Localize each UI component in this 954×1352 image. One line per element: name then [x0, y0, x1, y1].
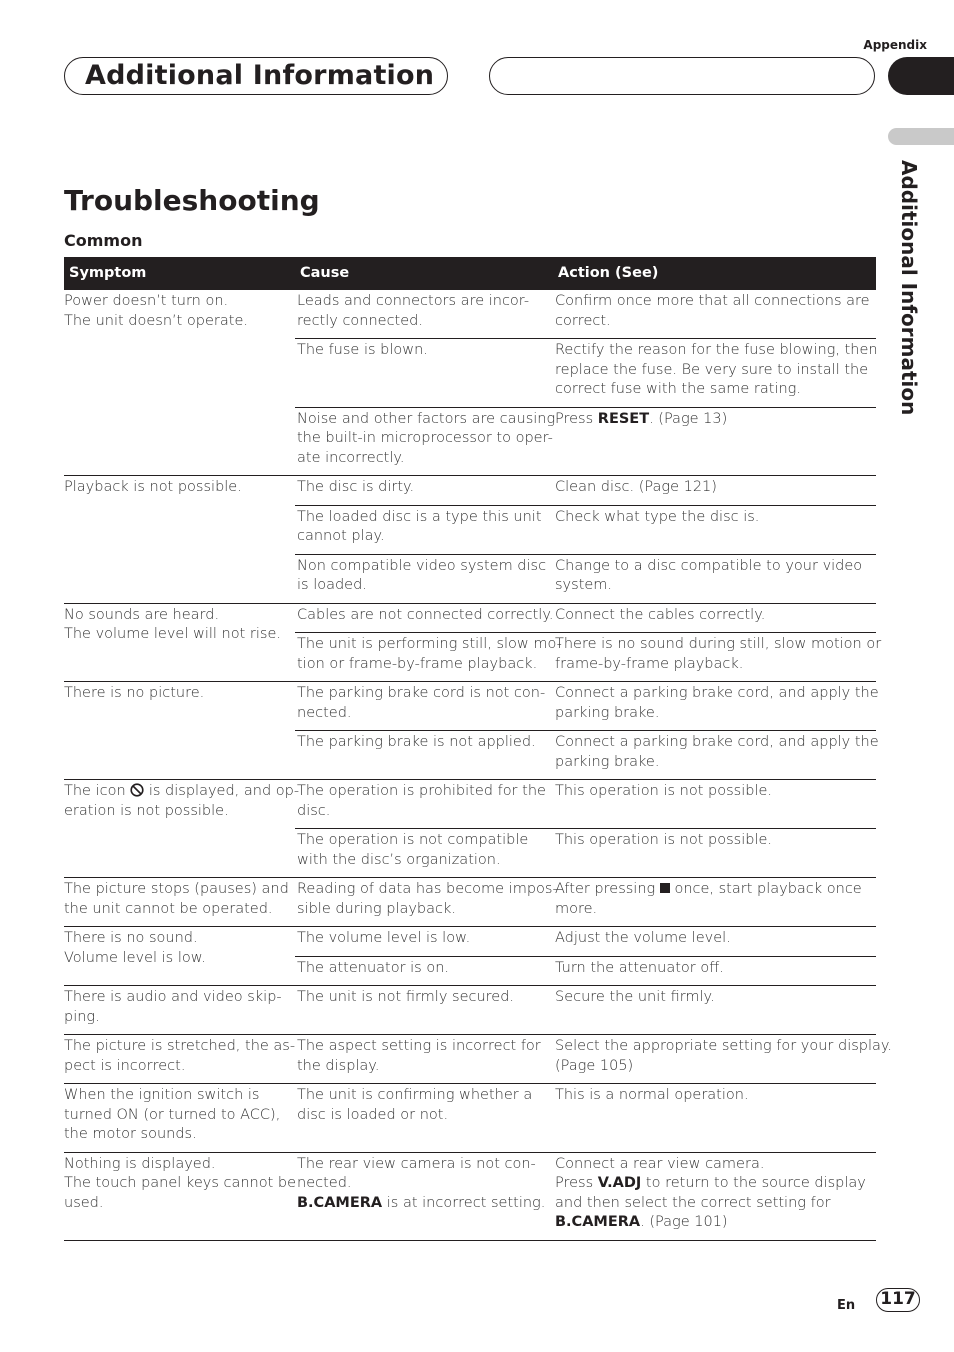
- prohibited-icon: [130, 783, 144, 797]
- cell-line: The unit doesn’t operate.: [64, 312, 248, 329]
- cell-line: the display.: [297, 1057, 380, 1074]
- cell-line: Connect a parking brake cord, and apply the: [555, 734, 879, 750]
- cell-line: The attenuator is on.: [297, 959, 450, 976]
- cause-cell: [295, 290, 553, 339]
- cell-line: [555, 1213, 870, 1233]
- cell-line: Playback is not possible.: [64, 479, 242, 495]
- cell-line: The picture is stretched, the as-: [64, 1038, 296, 1054]
- action-cell: [553, 956, 876, 986]
- page-title: Troubleshooting: [64, 184, 320, 217]
- cell-line: [555, 1174, 870, 1194]
- cause-cell: [295, 682, 553, 731]
- action-cell: [553, 505, 876, 554]
- action-text: Press: [555, 410, 598, 427]
- troubleshooting-table: [64, 257, 893, 1241]
- action-cell: [553, 878, 876, 927]
- cause-cell: [295, 407, 556, 476]
- cell-line: eration is not possible.: [64, 802, 229, 819]
- action-cell: [553, 554, 876, 603]
- cell-line: Turn the attenuator off.: [555, 959, 724, 976]
- cell-line: Change to a disc compatible to your video: [555, 557, 863, 574]
- symptom-cell: [64, 1035, 295, 1084]
- cause-cell: [295, 1084, 553, 1153]
- cell-line: Cables are not connected correctly.: [297, 606, 554, 623]
- symptom-cell: [64, 1152, 295, 1240]
- action-text: to return to the source display: [641, 1175, 866, 1191]
- cell-line: Secure the unit firmly.: [555, 989, 715, 1005]
- appendix-tab-marker: [888, 57, 954, 95]
- header-symptom: Symptom: [64, 257, 295, 290]
- cause-cell: [295, 829, 553, 878]
- table-row: [64, 476, 876, 506]
- symptom-cell: [64, 603, 295, 682]
- stop-icon: [660, 883, 670, 893]
- symptom-cell: [64, 927, 295, 986]
- cell-line: (Page 105): [555, 1057, 634, 1074]
- cell-line: Leads and connectors are incor-: [297, 293, 530, 309]
- cell-line: There is audio and video skip-: [64, 989, 282, 1005]
- cell-line: Non compatible video system disc: [297, 557, 547, 574]
- section-title: Additional Information: [85, 60, 435, 91]
- cell-line: tion or frame-by-frame playback.: [297, 655, 538, 672]
- cell-line: correct.: [555, 312, 611, 329]
- cell-line: Power doesn’t turn on.: [64, 293, 229, 309]
- cell-line: frame-by-frame playback.: [555, 655, 744, 672]
- cause-cell: [295, 339, 553, 408]
- symptom-cell: [64, 682, 295, 780]
- cell-line: Confirm once more that all connections are: [555, 293, 870, 309]
- cell-line: There is no picture.: [64, 685, 205, 701]
- cell-line: the built-in microprocessor to oper-: [297, 430, 553, 446]
- symptom-cell: [64, 1084, 295, 1153]
- cause-cell: [295, 878, 558, 927]
- action-text: After pressing: [555, 881, 660, 897]
- action-text: . (Page 13): [649, 410, 728, 427]
- section-tab-marker: [888, 128, 954, 145]
- page-number: 117: [876, 1288, 920, 1312]
- cell-line: disc is loaded or not.: [297, 1106, 449, 1123]
- cell-line: This operation is not possible.: [555, 832, 772, 848]
- action-cell: [553, 1084, 876, 1153]
- cell-line: ping.: [64, 1008, 100, 1025]
- cause-cell: [295, 780, 553, 829]
- cell-line: correct fuse with the same rating.: [555, 381, 801, 397]
- action-cell: [553, 829, 876, 878]
- cell-line: disc.: [297, 802, 331, 819]
- cell-line: is loaded.: [297, 577, 367, 593]
- cell-line: The volume level will not rise.: [64, 626, 281, 642]
- cause-cell: [295, 603, 553, 633]
- symptom-cell: [64, 986, 295, 1035]
- cell-line: The disc is dirty.: [297, 479, 415, 495]
- cell-line: No sounds are heard.: [64, 606, 220, 623]
- language-label: En: [837, 1298, 856, 1313]
- cell-line: with the disc’s organization.: [297, 851, 501, 868]
- cell-line: cannot play.: [297, 528, 385, 544]
- cause-cell: [295, 505, 553, 554]
- cell-line: The unit is not firmly secured.: [297, 989, 515, 1005]
- table-row: [64, 986, 876, 1035]
- cell-line: Adjust the volume level.: [555, 930, 731, 946]
- cell-line: Select the appropriate setting for your display.: [555, 1038, 893, 1054]
- cell-line: The volume level is low.: [297, 930, 471, 946]
- table-row: [64, 1035, 876, 1084]
- symptom-cell: [64, 476, 295, 604]
- cell-line: sible during playback.: [297, 900, 456, 917]
- cell-line: Check what type the disc is.: [555, 508, 760, 525]
- action-cell: [553, 682, 879, 731]
- cell-line: more.: [555, 900, 598, 917]
- symptom-cell: [64, 780, 300, 878]
- cause-cell: [295, 1152, 553, 1240]
- cell-line: Connect a rear view camera.: [555, 1155, 765, 1172]
- cause-text: is at incorrect setting.: [382, 1194, 546, 1211]
- cell-line: replace the fuse. Be very sure to install the: [555, 361, 869, 378]
- cell-line: nected.: [297, 1175, 352, 1191]
- action-cell: [553, 731, 879, 780]
- cell-line: The aspect setting is incorrect for: [297, 1038, 541, 1054]
- symptom-text: The icon: [64, 783, 131, 799]
- symptom-cell: [64, 878, 295, 927]
- reset-keyword: RESET: [597, 410, 650, 427]
- cause-cell: [295, 986, 553, 1035]
- subheading: Common: [64, 231, 143, 250]
- cell-line: There is no sound.: [64, 930, 198, 946]
- cell-line: The loaded disc is a type this unit: [297, 508, 542, 525]
- table-row: [64, 603, 876, 633]
- side-section-label-text: Additional Information: [897, 160, 921, 416]
- header-empty-pill: [489, 57, 875, 95]
- cell-line: Noise and other factors are causing: [297, 410, 556, 427]
- cell-line: nected.: [297, 704, 352, 721]
- cell-line: [64, 782, 300, 802]
- cell-line: parking brake.: [555, 704, 660, 721]
- cause-cell: [295, 956, 553, 986]
- table-row: [64, 1152, 876, 1240]
- cell-line: The operation is prohibited for the: [297, 783, 546, 799]
- cell-line: turned ON (or turned to ACC),: [64, 1106, 281, 1123]
- action-cell: [553, 780, 876, 829]
- table-row: [64, 780, 876, 829]
- section-title-pill: [64, 57, 448, 95]
- action-text: Press: [555, 1175, 598, 1191]
- action-cell: [553, 986, 876, 1035]
- table-row: [64, 682, 876, 731]
- cell-line: Nothing is displayed.: [64, 1155, 216, 1172]
- cell-line: Connect the cables correctly.: [555, 606, 766, 623]
- cell-line: The picture stops (pauses) and: [64, 881, 289, 897]
- cause-cell: [295, 927, 553, 957]
- cell-line: Volume level is low.: [64, 949, 206, 966]
- action-cell: [553, 476, 876, 506]
- cell-line: [555, 410, 870, 430]
- cell-line: The parking brake cord is not con-: [297, 685, 546, 701]
- action-cell: [553, 290, 876, 339]
- cause-cell: [295, 731, 553, 780]
- cell-line: The operation is not compatible: [297, 832, 529, 848]
- bcamera-keyword: B.CAMERA: [297, 1194, 383, 1211]
- table-row: [64, 927, 876, 957]
- cell-line: the unit cannot be operated.: [64, 900, 273, 917]
- symptom-cell: [64, 290, 295, 476]
- cell-line: Reading of data has become impos-: [297, 881, 558, 897]
- action-text: once, start playback once: [669, 881, 862, 897]
- action-text: . (Page 101): [640, 1214, 728, 1230]
- action-cell: [553, 1152, 876, 1240]
- cell-line: and then select the correct setting for: [555, 1194, 831, 1211]
- cell-line: Connect a parking brake cord, and apply the: [555, 685, 879, 701]
- cell-line: The rear view camera is not con-: [297, 1155, 536, 1172]
- cell-line: [297, 1194, 547, 1214]
- action-cell: [553, 633, 882, 682]
- cause-cell: [295, 1035, 553, 1084]
- cell-line: ate incorrectly.: [297, 449, 405, 466]
- action-cell: [553, 339, 876, 408]
- cell-line: Clean disc. (Page 121): [555, 479, 717, 495]
- cell-line: used.: [64, 1194, 104, 1211]
- cell-line: When the ignition switch is: [64, 1087, 260, 1103]
- cell-line: pect is incorrect.: [64, 1057, 186, 1074]
- cell-line: The unit is performing still, slow mo-: [297, 636, 562, 652]
- cell-line: The unit is confirming whether a: [297, 1087, 533, 1103]
- cell-line: the motor sounds.: [64, 1126, 197, 1142]
- side-section-label: [897, 160, 927, 420]
- action-cell: [553, 1035, 893, 1084]
- symptom-text: is displayed, and op-: [144, 783, 300, 799]
- table-row: [64, 1084, 876, 1153]
- table-row: [64, 290, 876, 339]
- cell-line: This is a normal operation.: [555, 1087, 749, 1103]
- header-cause: Cause: [295, 257, 553, 290]
- action-cell: [553, 927, 876, 957]
- cause-cell: [295, 633, 562, 682]
- cell-line: [555, 880, 870, 900]
- cell-line: rectly connected.: [297, 312, 423, 329]
- action-cell: [553, 407, 876, 476]
- cell-line: parking brake.: [555, 753, 660, 770]
- cause-cell: [295, 476, 553, 506]
- cell-line: The fuse is blown.: [297, 342, 428, 358]
- table-header-row: [64, 257, 876, 290]
- cell-line: The touch panel keys cannot be: [64, 1175, 297, 1191]
- cell-line: There is no sound during still, slow motion or: [555, 636, 882, 652]
- cell-line: Rectify the reason for the fuse blowing, then: [555, 342, 878, 358]
- vadj-keyword: V.ADJ: [597, 1175, 642, 1191]
- action-cell: [553, 603, 876, 633]
- bcamera-keyword: B.CAMERA: [555, 1214, 641, 1230]
- cause-cell: [295, 554, 553, 603]
- appendix-label: Appendix: [863, 38, 927, 52]
- troubleshooting-table-wrap: [64, 257, 893, 1241]
- cell-line: system.: [555, 577, 613, 593]
- cell-line: The parking brake is not applied.: [297, 734, 536, 750]
- table-row: [64, 878, 876, 927]
- header-action: Action (See): [553, 257, 876, 290]
- cell-line: This operation is not possible.: [555, 783, 772, 799]
